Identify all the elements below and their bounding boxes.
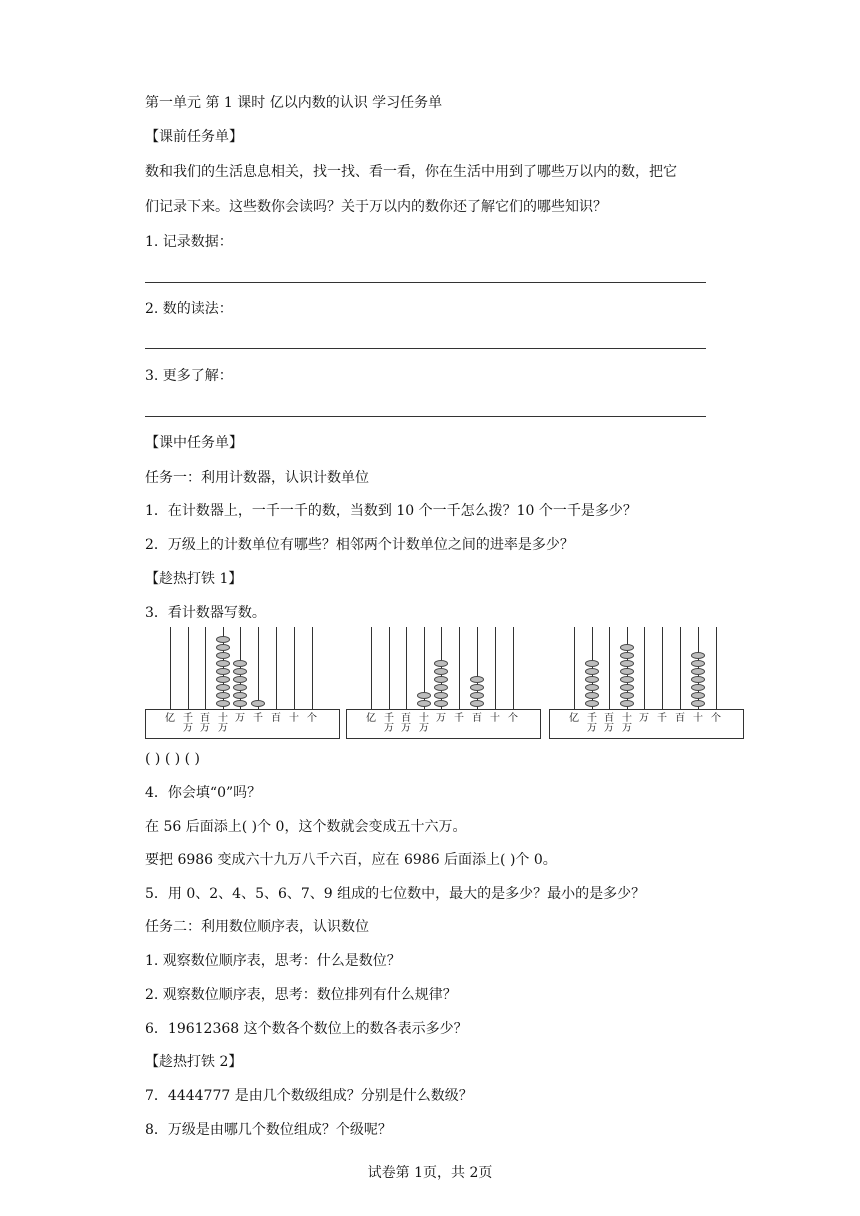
abacus-place-label-sub: 万 <box>384 723 394 734</box>
abacus-1 <box>145 627 340 740</box>
abacus-3 <box>549 627 744 740</box>
page-footer: 试卷第 1页，共 2页 <box>367 1165 493 1181</box>
abacus-place-label: 十 <box>490 713 500 724</box>
abacus-place-label: 十 <box>289 713 299 724</box>
abacus-bead <box>216 684 230 691</box>
abacus-bead <box>216 676 230 683</box>
abacus-bead <box>434 660 448 667</box>
abacus-place-label: 十 <box>622 713 632 724</box>
question-3: 3．看计数器写数。 <box>145 605 266 621</box>
abacus-bead <box>470 700 484 707</box>
abacus-place-label-sub: 万 <box>587 723 597 734</box>
abacus-bead <box>216 652 230 659</box>
abacus-bead <box>233 700 247 707</box>
question-7: 7．4444777 是由几个数级组成？分别是什么数级？ <box>145 1088 473 1104</box>
task2-question-1: 1. 观察数位顺序表，思考：什么是数位？ <box>145 953 401 969</box>
abacus-bead <box>691 684 705 691</box>
answer-line-1 <box>145 282 706 283</box>
abacus-rod <box>609 627 610 710</box>
abacus-bead <box>417 692 431 699</box>
abacus-place-label: 百 <box>271 713 281 724</box>
abacus-place-label: 个 <box>307 713 317 724</box>
abacus-rod <box>662 627 663 710</box>
pre-task-item-1: 1. 记录数据： <box>145 234 233 250</box>
abacus-bead <box>434 668 448 675</box>
abacus-place-label-sub: 万 <box>200 723 210 734</box>
abacus-place-label: 百 <box>200 713 210 724</box>
pre-task-item-2: 2. 数的读法： <box>145 301 233 317</box>
abacus-bead <box>691 676 705 683</box>
abacus-bead <box>233 660 247 667</box>
abacus-place-label: 百 <box>472 713 482 724</box>
abacus-bead <box>216 700 230 707</box>
pre-task-intro-2: 们记录下来。这些数你会读吗？关于万以内的数你还了解它们的哪些知识？ <box>145 199 607 215</box>
abacus-rod <box>644 627 645 710</box>
abacus-bead <box>233 692 247 699</box>
abacus-rod <box>495 627 496 710</box>
abacus-place-label-sub: 万 <box>604 723 614 734</box>
abacus-rod <box>459 627 460 710</box>
question-2: 2．万级上的计数单位有哪些？相邻两个计数单位之间的进率是多少？ <box>145 537 574 553</box>
abacus-place-label: 亿 <box>569 713 579 724</box>
doc-title: 第一单元 第 1 课时 亿以内数的认识 学习任务单 <box>145 95 443 111</box>
abacus-bead <box>434 676 448 683</box>
abacus-place-label: 千 <box>587 713 597 724</box>
answer-line-2 <box>145 348 706 349</box>
abacus-place-label: 千 <box>454 713 464 724</box>
abacus-place-label: 百 <box>604 713 614 724</box>
abacus-rod <box>389 627 390 710</box>
task2-title: 任务二：利用数位顺序表，认识数位 <box>145 919 369 935</box>
abacus-bead <box>233 684 247 691</box>
abacus-place-label: 十 <box>693 713 703 724</box>
abacus-bead <box>620 700 634 707</box>
abacus-bead <box>470 692 484 699</box>
abacus-place-label: 十 <box>419 713 429 724</box>
abacus-bead <box>691 660 705 667</box>
task1-title: 任务一：利用计数器，认识计数单位 <box>145 470 369 486</box>
abacus-place-label: 万 <box>436 713 446 724</box>
abacus-place-label: 个 <box>508 713 518 724</box>
task2-question-2: 2. 观察数位顺序表，思考：数位排列有什么规律？ <box>145 987 457 1003</box>
in-class-heading: 【课中任务单】 <box>145 435 243 451</box>
abacus-place-label: 千 <box>183 713 193 724</box>
abacus-bead <box>434 692 448 699</box>
abacus-rod <box>294 627 295 710</box>
abacus-2 <box>346 627 541 740</box>
abacus-rod <box>513 627 514 710</box>
practice-2-heading: 【趁热打铁 2】 <box>145 1054 243 1070</box>
abacus-bead <box>691 692 705 699</box>
abacus-place-label: 千 <box>657 713 667 724</box>
abacus-bead <box>216 644 230 651</box>
question-4: 4．你会填“0”吗？ <box>145 785 262 801</box>
abacus-bead <box>620 652 634 659</box>
abacus-bead <box>691 700 705 707</box>
abacus-bead <box>417 700 431 707</box>
abacus-bead <box>216 668 230 675</box>
abacus-bead <box>585 684 599 691</box>
abacus-bead <box>585 700 599 707</box>
pre-task-heading: 【课前任务单】 <box>145 129 243 145</box>
abacus-place-label-sub: 万 <box>419 723 429 734</box>
abacus-rod <box>574 627 575 710</box>
abacus-place-label: 亿 <box>366 713 376 724</box>
abacus-place-label: 十 <box>218 713 228 724</box>
abacus-place-label: 万 <box>235 713 245 724</box>
question-8: 8．万级是由哪几个数位组成？个级呢？ <box>145 1122 392 1138</box>
abacus-rod <box>170 627 171 710</box>
abacus-bead <box>620 668 634 675</box>
pre-task-intro-1: 数和我们的生活息息相关，找一找、看一看，你在生活中用到了哪些万以内的数，把它 <box>145 164 677 180</box>
abacus-bead <box>620 684 634 691</box>
question-1: 1．在计数器上，一千一千的数，当数到 10 个一千怎么拨？10 个一千是多少？ <box>145 503 637 519</box>
abacus-bead <box>620 660 634 667</box>
abacus-bead <box>620 644 634 651</box>
abacus-bead <box>691 652 705 659</box>
abacus-rod <box>188 627 189 710</box>
abacus-bead <box>251 700 265 707</box>
abacus-place-label: 亿 <box>165 713 175 724</box>
abacus-bead <box>585 660 599 667</box>
answer-line-3 <box>145 416 706 417</box>
abacus-bead <box>434 684 448 691</box>
abacus-rod <box>312 627 313 710</box>
abacus-place-label-sub: 万 <box>401 723 411 734</box>
abacus-bead <box>585 668 599 675</box>
abacus-place-label: 个 <box>711 713 721 724</box>
abacus-rod <box>205 627 206 710</box>
abacus-place-label: 万 <box>639 713 649 724</box>
abacus-bead <box>585 676 599 683</box>
abacus-place-label: 千 <box>384 713 394 724</box>
abacus-rod <box>680 627 681 710</box>
abacus-place-label-sub: 万 <box>183 723 193 734</box>
abacus-bead <box>470 676 484 683</box>
abacus-bead <box>216 692 230 699</box>
question-4b: 要把 6986 变成六十九万八千六百，应在 6986 后面添上( )个 0。 <box>145 852 557 868</box>
abacus-bead <box>434 700 448 707</box>
abacus-place-label-sub: 万 <box>218 723 228 734</box>
abacus-rod <box>716 627 717 710</box>
practice-1-heading: 【趁热打铁 1】 <box>145 571 243 587</box>
abacus-bead <box>585 692 599 699</box>
abacus-place-label: 百 <box>675 713 685 724</box>
abacus-bead <box>216 660 230 667</box>
abacus-rod <box>371 627 372 710</box>
abacus-bead <box>216 636 230 643</box>
abacus-bead <box>620 676 634 683</box>
abacus-place-label: 百 <box>401 713 411 724</box>
abacus-bead <box>470 684 484 691</box>
abacus-place-label: 千 <box>253 713 263 724</box>
pre-task-item-3: 3. 更多了解： <box>145 368 233 384</box>
abacus-bead <box>233 668 247 675</box>
abacus-bead <box>620 692 634 699</box>
abacus-bead <box>691 668 705 675</box>
abacus-rod <box>406 627 407 710</box>
question-5: 5．用 0、2、4、5、6、7、9 组成的七位数中，最大的是多少？最小的是多少？ <box>145 886 646 902</box>
abacus-bead <box>233 676 247 683</box>
abacus-place-label-sub: 万 <box>622 723 632 734</box>
abacus-rod <box>258 627 259 710</box>
abacus-rod <box>276 627 277 710</box>
answer-blanks: ( ) ( ) ( ) <box>145 751 201 767</box>
question-6: 6．19612368 这个数各个数位上的数各表示多少？ <box>145 1021 468 1037</box>
question-4a: 在 56 后面添上( )个 0，这个数就会变成五十六万。 <box>145 819 467 835</box>
